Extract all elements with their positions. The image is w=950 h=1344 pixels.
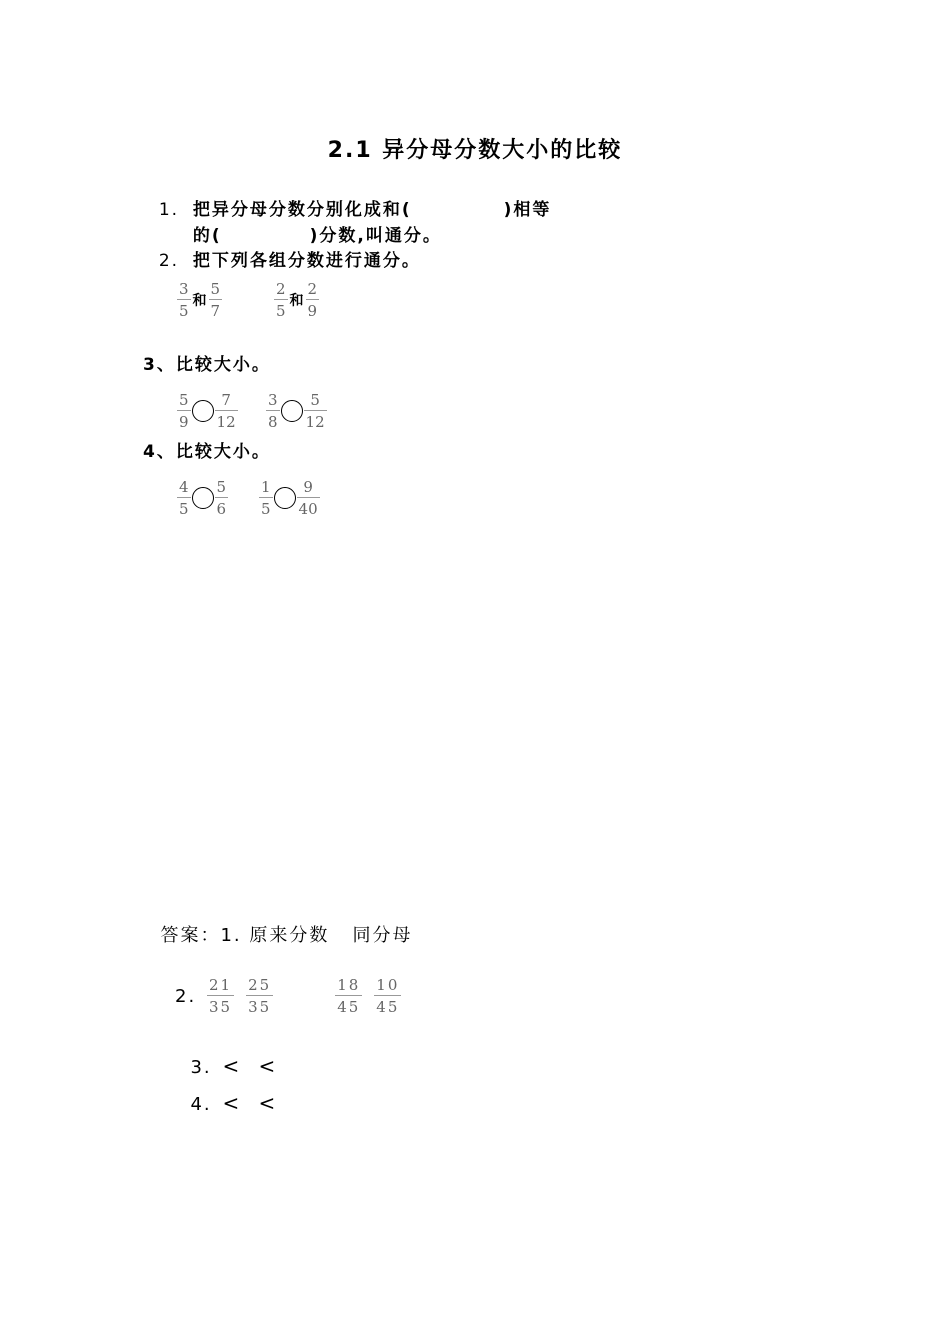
- denominator: 35: [248, 998, 272, 1016]
- numerator: 1: [261, 478, 271, 496]
- numerator: 25: [248, 976, 272, 994]
- question-1-text-a: 把异分母分数分别化成和(: [192, 200, 412, 220]
- question-1-text-b: )相等: [503, 200, 552, 220]
- denominator: 5: [276, 302, 286, 320]
- numerator: 2: [307, 280, 318, 298]
- question-1-text-d: )分数,叫通分。: [309, 226, 442, 246]
- numerator: 5: [216, 478, 227, 496]
- question-4-pair-2: [259, 478, 320, 518]
- compare-circle[interactable]: [192, 400, 214, 422]
- numerator: 7: [221, 391, 231, 409]
- compare-circle[interactable]: [192, 487, 214, 509]
- answer-4-symbol-1: <: [222, 1091, 242, 1115]
- fraction: [215, 391, 238, 431]
- answer-3-symbol-2: <: [258, 1054, 278, 1078]
- answer-1: [145, 900, 413, 947]
- question-3-label: 3、比较大小。: [143, 355, 271, 375]
- question-3-pair-2: [266, 391, 327, 431]
- fraction: [266, 391, 280, 431]
- denominator: 9: [179, 413, 189, 431]
- numerator: 3: [179, 280, 189, 298]
- numerator: 2: [276, 280, 286, 298]
- fraction: [207, 976, 234, 1016]
- compare-circle[interactable]: [281, 400, 303, 422]
- fraction: [246, 976, 273, 1016]
- fraction: [297, 478, 320, 518]
- question-2-group-2: [274, 280, 319, 320]
- numerator: 4: [179, 478, 189, 496]
- answer-3-number: 3.: [190, 1057, 212, 1078]
- numerator: 18: [337, 976, 361, 994]
- fraction: [335, 976, 362, 1016]
- question-1-text-c: 的(: [192, 226, 222, 246]
- answer-2-number: 2.: [175, 985, 197, 1007]
- answer-3-symbol-1: <: [222, 1054, 242, 1078]
- denominator: 8: [268, 413, 278, 431]
- fraction: [177, 391, 191, 431]
- fraction: [215, 478, 229, 518]
- denominator: 12: [216, 413, 236, 431]
- question-2-text: 把下列各组分数进行通分。: [192, 251, 421, 271]
- denominator: 9: [307, 302, 318, 320]
- question-2-group-1: [177, 280, 222, 320]
- question-4-label: 4、比较大小。: [143, 442, 271, 462]
- question-3-pair-1: [177, 391, 238, 431]
- denominator: 40: [298, 500, 318, 518]
- page-title: 2.1 异分母分数大小的比较: [327, 138, 623, 163]
- denominator: 6: [216, 500, 227, 518]
- answer-2: [175, 976, 401, 1016]
- fraction: [374, 976, 401, 1016]
- answer-4-symbol-2: <: [258, 1091, 278, 1115]
- compare-circle[interactable]: [274, 487, 296, 509]
- numerator: 9: [303, 478, 313, 496]
- conjunction: 和: [192, 293, 207, 309]
- answer-1-text: 1. 原来分数 同分母: [220, 925, 413, 946]
- fraction: [274, 280, 288, 320]
- numerator: 5: [179, 391, 189, 409]
- conjunction: 和: [289, 293, 304, 309]
- denominator: 12: [305, 413, 325, 431]
- denominator: 5: [179, 302, 189, 320]
- question-4-pair-1: [177, 478, 228, 518]
- fraction: [259, 478, 273, 518]
- numerator: 3: [268, 391, 278, 409]
- question-2: [143, 226, 421, 271]
- answer-4: [175, 1070, 294, 1115]
- numerator: 10: [376, 976, 400, 994]
- numerator: 5: [210, 280, 221, 298]
- fraction: [177, 478, 191, 518]
- denominator: 45: [337, 998, 361, 1016]
- numerator: 21: [209, 976, 233, 994]
- question-1-number: 1.: [158, 200, 180, 220]
- denominator: 45: [376, 998, 400, 1016]
- denominator: 35: [209, 998, 233, 1016]
- fraction: [177, 280, 191, 320]
- fraction: [306, 280, 320, 320]
- fraction: [209, 280, 223, 320]
- answer-heading: 答案：: [160, 925, 221, 946]
- numerator: 5: [310, 391, 320, 409]
- denominator: 5: [261, 500, 271, 518]
- fraction: [304, 391, 327, 431]
- denominator: 5: [179, 500, 189, 518]
- denominator: 7: [210, 302, 221, 320]
- question-2-number: 2.: [158, 251, 180, 271]
- answer-4-number: 4.: [190, 1094, 212, 1115]
